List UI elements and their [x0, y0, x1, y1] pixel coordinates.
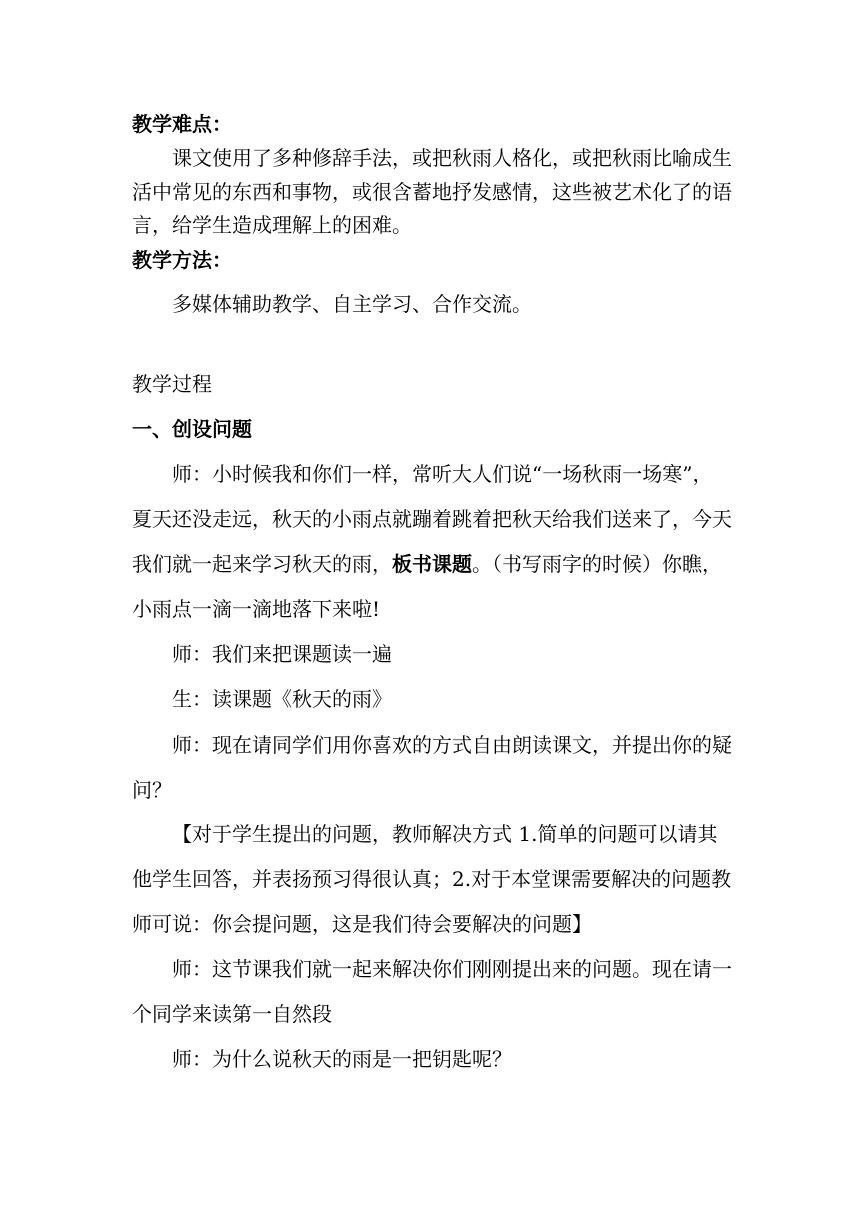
dialogue-p1-line-3-start: 我们就一起来学习秋天的雨，	[132, 552, 392, 576]
difficulty-line-2: 活中常见的东西和事物，或很含蓄地抒发感情，这些被艺术化了的语	[132, 180, 732, 204]
teacher-note-line-3: 师可说：你会提问题，这是我们待会要解决的问题】	[132, 912, 592, 936]
teacher-note-line-1: 【对于学生提出的问题，教师解决方式 1.简单的问题可以请其	[172, 822, 718, 846]
part1-heading: 一、创设问题	[132, 417, 252, 441]
dialogue-p3: 生：读课题《秋天的雨》	[172, 687, 392, 711]
method-heading: 教学方法：	[132, 248, 232, 272]
dialogue-p1-line-3-end: 。（书写雨字的时候）你瞧，	[472, 552, 722, 576]
dialogue-p6: 师：为什么说秋天的雨是一把钥匙呢？	[172, 1047, 512, 1071]
dialogue-p4-line-1: 师：现在请同学们用你喜欢的方式自由朗读课文，并提出你的疑	[172, 733, 732, 757]
difficulty-line-1: 课文使用了多种修辞手法，或把秋雨人格化，或把秋雨比喻成生	[172, 146, 732, 170]
teacher-note-line-2: 他学生回答，并表扬预习得很认真；2.对于本堂课需要解决的问题教	[132, 867, 732, 891]
dialogue-p5-line-1: 师：这节课我们就一起来解决你们刚刚提出来的问题。现在请一	[172, 957, 732, 981]
difficulty-heading: 教学难点：	[132, 112, 232, 136]
dialogue-p1-line-3	[132, 552, 722, 576]
dialogue-p1-line-4: 小雨点一滴一滴地落下来啦!	[132, 597, 381, 621]
dialogue-p1-line-2: 夏天还没走远，秋天的小雨点就蹦着跳着把秋天给我们送来了，今天	[132, 507, 732, 531]
dialogue-p5-line-2: 个同学来读第一自然段	[132, 1002, 332, 1026]
difficulty-line-3: 言，给学生造成理解上的困难。	[132, 213, 412, 237]
dialogue-p1-line-1: 师：小时候我和你们一样，常听大人们说“一场秋雨一场寒”，	[172, 462, 713, 486]
method-text: 多媒体辅助教学、自主学习、合作交流。	[172, 292, 532, 316]
process-heading: 教学过程	[132, 372, 212, 396]
dialogue-p2: 师：我们来把课题读一遍	[172, 642, 392, 666]
dialogue-p4-line-2: 问？	[132, 778, 172, 802]
blackboard-title-emphasis: 板书课题	[392, 552, 472, 576]
